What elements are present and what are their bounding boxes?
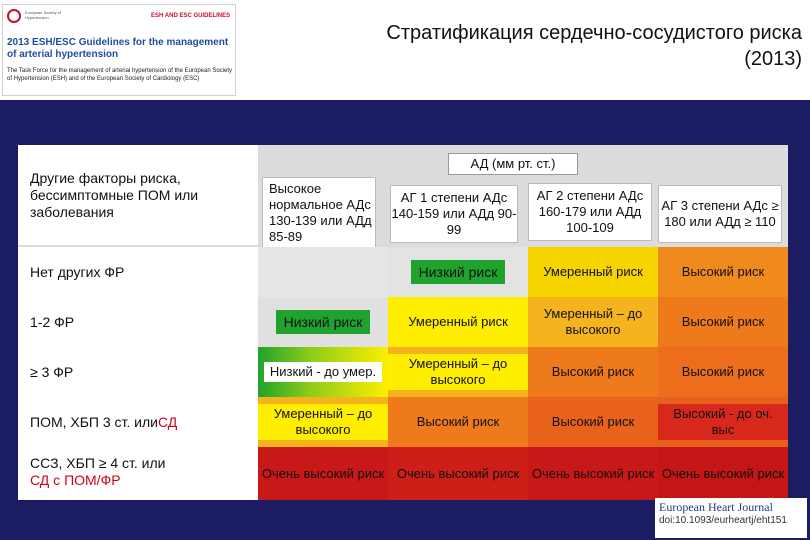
row-label-red: СД	[158, 413, 178, 430]
col-header-grade1: АГ 1 степени АДс 140-159 или АДд 90-99	[390, 185, 518, 243]
cell-r5-c3: Очень высокий риск	[528, 447, 658, 500]
cell-r3-c4: Высокий риск	[658, 347, 788, 397]
slide-title	[242, 20, 802, 72]
journal-doi: doi:10.1093/eurheartj/eht151	[659, 515, 787, 526]
row-label-1-2-rf	[18, 297, 258, 347]
cell-r2-c4: Высокий риск	[658, 297, 788, 347]
cell-r1-c4: Высокий риск	[658, 247, 788, 297]
journal-citation	[655, 498, 807, 538]
header-risk-factors-text: Другие факторы риска, бессимптомные ПОМ или заболевания	[30, 169, 199, 220]
cell-r4-c1-bg	[258, 397, 388, 447]
cell-r1-c1	[258, 247, 388, 297]
cell-r3-c2-bg	[388, 347, 528, 397]
col-header-grade3: АГ 3 степени АДс ≥ 180 или АДд ≥ 110	[658, 185, 782, 243]
row-label-text: ≥ 3 ФР	[30, 363, 74, 380]
risk-table	[18, 145, 788, 500]
cell-r4-c4: Высокий - до оч. выс	[658, 404, 788, 440]
cell-r4-c3: Высокий риск	[528, 397, 658, 447]
cell-r4-c1: Умеренный – до высокого	[258, 404, 388, 440]
cell-r1-c3: Умеренный риск	[528, 247, 658, 297]
logo-tag: ESH AND ESC GUIDELINES	[151, 13, 231, 19]
cell-r5-c1: Очень высокий риск	[258, 447, 388, 500]
slide-title-line1: Стратификация сердечно-сосудистого риска	[386, 22, 802, 44]
bp-header: АД (мм рт. ст.)	[448, 153, 578, 175]
guidelines-logo	[2, 4, 236, 96]
top-bar	[0, 0, 810, 100]
row-label-pom	[18, 397, 258, 447]
logo-title: 2013 ESH/ESC Guidelines for the management of arterial hypertension	[7, 37, 229, 60]
cell-r3-c1: Низкий - до умер.	[264, 362, 382, 382]
row-label-red: СД с ПОМ/ФР	[30, 472, 121, 488]
col-header-grade2: АГ 2 степени АДс 160-179 или АДд 100-109	[528, 183, 652, 241]
cell-r3-c3: Высокий риск	[528, 347, 658, 397]
row-label-text: 1-2 ФР	[30, 313, 75, 330]
cell-r3-c2: Умеренный – до высокого	[388, 354, 528, 390]
row-label-text: ССЗ, ХБП ≥ 4 ст. или	[30, 455, 166, 471]
logo-subtitle: The Task Force for the management of arterial hypertension of the European Society of Hypertension (ESH) and of the European Society of Cardiology (ESC)	[7, 68, 233, 82]
row-label-no-rf	[18, 247, 258, 297]
esh-logo-icon	[7, 9, 21, 23]
journal-name: European Heart Journal	[659, 500, 773, 514]
row-label-text: Нет других ФР	[30, 263, 125, 280]
cell-r2-c1-bg	[258, 297, 388, 347]
row-label-text: ПОМ, ХБП 3 ст. или	[30, 413, 158, 430]
logo-small-text: European Society of Hypertension	[25, 10, 62, 20]
cell-r4-c4-bg	[658, 397, 788, 447]
cell-r2-c2: Умеренный риск	[388, 297, 528, 347]
cell-r2-c3: Умеренный – до высокого	[528, 297, 658, 347]
slide-title-line2: (2013)	[744, 48, 802, 70]
cell-r3-c1-bg	[258, 347, 388, 397]
cell-r4-c2: Высокий риск	[388, 397, 528, 447]
cell-r1-c2: Низкий риск	[411, 260, 506, 284]
header-risk-factors	[18, 145, 258, 245]
row-label-3-rf	[18, 347, 258, 397]
cell-r2-c1: Низкий риск	[276, 310, 371, 334]
cell-r5-c2: Очень высокий риск	[388, 447, 528, 500]
cell-r5-c4: Очень высокий риск	[658, 447, 788, 500]
cell-r1-c2-bg	[388, 247, 528, 297]
row-label-ccz	[18, 447, 258, 500]
col-header-high-normal: Высокое нормальное АДс 130-139 или АДд 85-89	[262, 177, 376, 249]
